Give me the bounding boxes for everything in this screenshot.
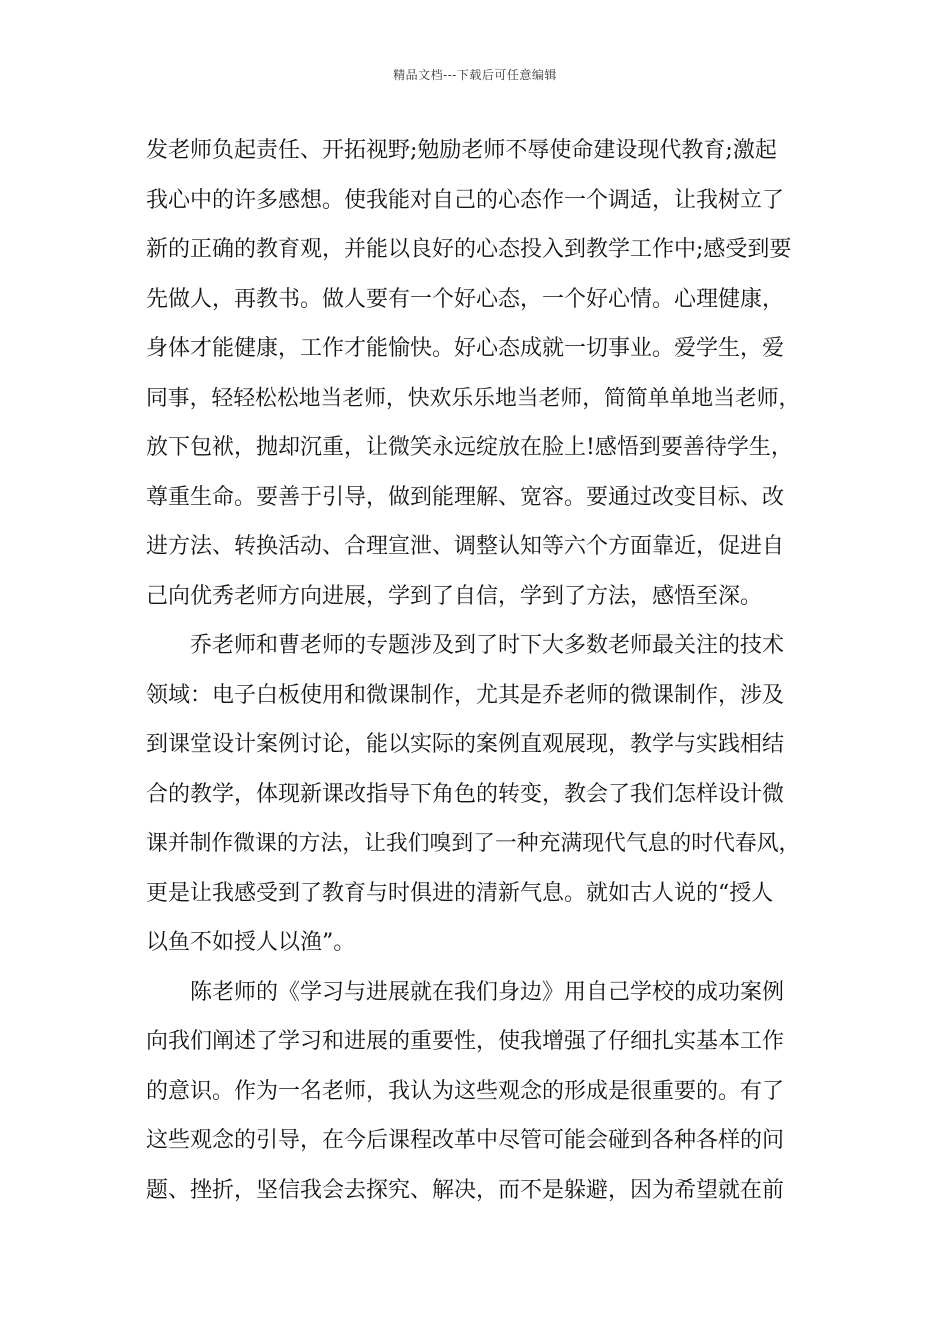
text-line: 的意识。作为一名老师，我认为这些观念的形成是很重要的。有了 (146, 1078, 785, 1104)
text-line: 放下包袱，抛却沉重，让微笑永远绽放在脸上!感悟到要善待学生， (146, 435, 793, 460)
text-line: 新的正确的教育观，并能以良好的心态投入到教学工作中;感受到要 (146, 237, 792, 262)
text-line: 身体才能健康，工作才能愉快。好心态成就一切事业。爱学生，爱 (146, 336, 785, 361)
text-line: 课并制作微课的方法，让我们嗅到了一种充满现代气息的时代春风， (146, 831, 801, 856)
document-body (146, 126, 804, 1215)
text-line: 更是让我感受到了教育与时俱进的清新气息。就如古人说的“授人 (146, 880, 774, 906)
text-line: 以鱼不如授人以渔”。 (146, 930, 356, 955)
paragraph-start-line: 乔老师和曹老师的专题涉及到了时下大多数老师最关注的技术 (190, 633, 785, 658)
text-line: 尊重生命。要善于引导，做到能理解、宽容。要通过改变目标、改 (146, 484, 785, 510)
page-header: 精品文档---下载后可任意编辑 (393, 68, 557, 82)
text-line: 领域：电子白板使用和微课制作，尤其是乔老师的微课制作，涉及 (146, 682, 785, 708)
text-line: 到课堂设计案例讨论，能以实际的案例直观展现，教学与实践相结 (146, 732, 785, 757)
text-line: 发老师负起责任、开拓视野;勉励老师不辱使命建设现代教育;激起 (146, 138, 777, 163)
paragraph-start-line: 陈老师的《学习与进展就在我们身边》用自己学校的成功案例 (190, 979, 785, 1005)
text-line: 合的教学，体现新课改指导下角色的转变，教会了我们怎样设计微 (146, 781, 785, 807)
text-line: 先做人，再教书。做人要有一个好心态，一个好心情。心理健康， (146, 286, 785, 312)
text-line: 向我们阐述了学习和进展的重要性，使我增强了仔细扎实基本工作 (146, 1029, 785, 1054)
text-line: 己向优秀老师方向进展，学到了自信，学到了方法，感悟至深。 (146, 583, 763, 609)
text-line: 题、挫折，坚信我会去探究、解决，而不是躲避，因为希望就在前 (146, 1177, 785, 1203)
text-line: 我心中的许多感想。使我能对自己的心态作一个调适，让我树立了 (146, 187, 785, 213)
text-line: 进方法、转换活动、合理宣泄、调整认知等六个方面靠近，促进自 (146, 534, 785, 559)
text-line: 这些观念的引导，在今后课程改革中尽管可能会碰到各种各样的问 (146, 1128, 785, 1153)
text-line: 同事，轻轻松松地当老师，快欢乐乐地当老师，简简单单地当老师， (146, 385, 801, 411)
